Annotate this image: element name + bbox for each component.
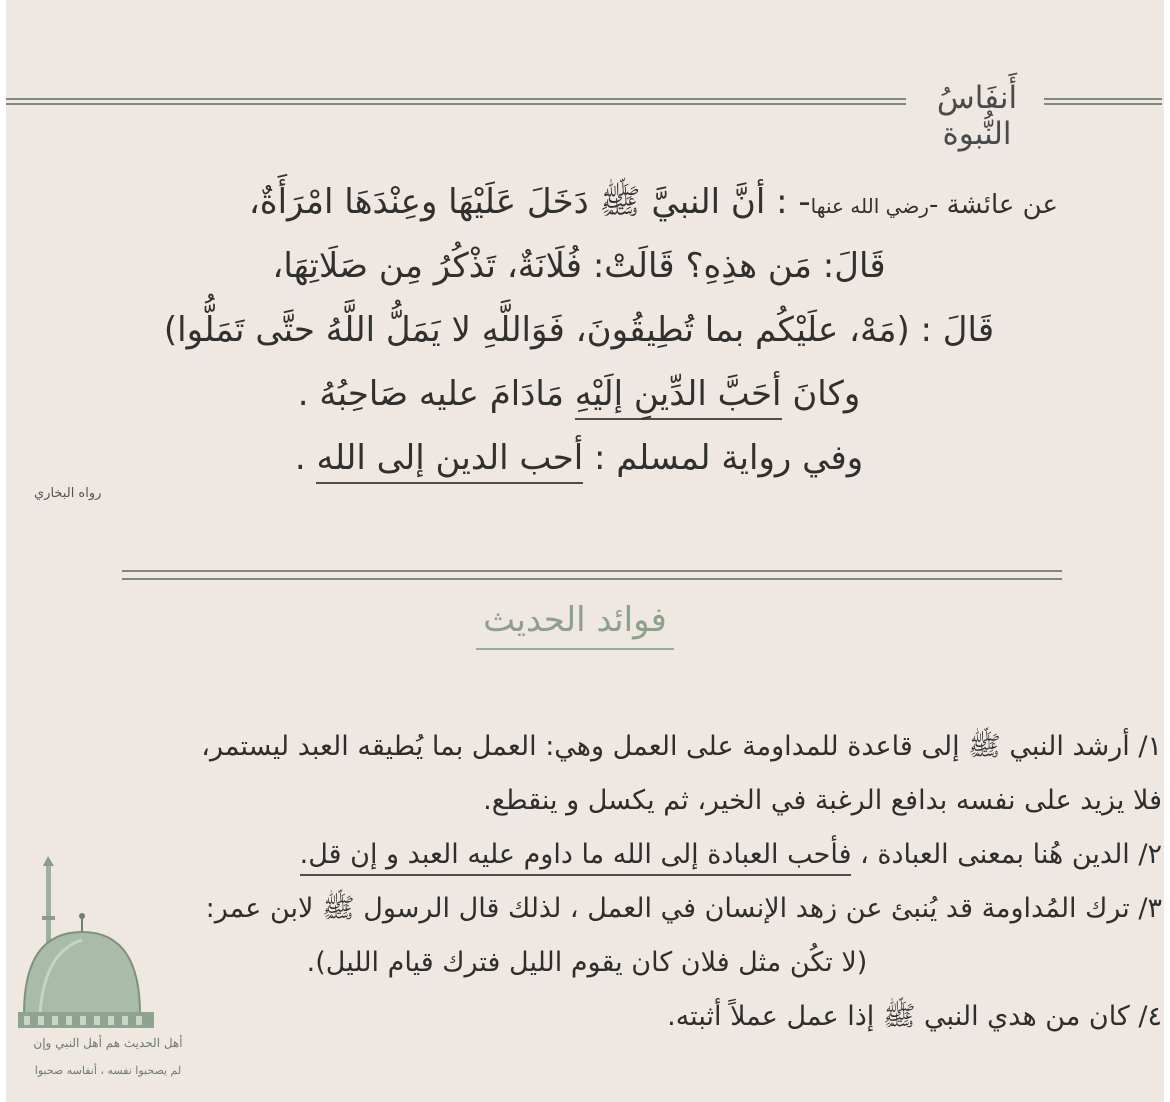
benefit-2-underlined: فأحب العبادة إلى الله ما داوم عليه العبد و إن قل. xyxy=(300,839,852,876)
header-rule-right xyxy=(1044,98,1162,105)
hadith-line-4 xyxy=(100,362,1058,426)
hadith-line-5-post: . xyxy=(294,438,306,478)
hadith-text xyxy=(100,170,1058,490)
header-rule-left xyxy=(6,98,906,105)
hadith-line-5 xyxy=(100,426,1058,490)
green-dome-mosque-icon xyxy=(10,856,210,1088)
section-divider xyxy=(122,570,1062,580)
frame-edge-right xyxy=(1164,0,1170,1102)
narrator-source: رواه البخاري xyxy=(34,486,102,501)
benefit-line: ٣/ ترك المُداومة قد يُنبئ عن زهد الإنسان في العمل ، لذلك قال الرسول ﷺ لابن عمر: xyxy=(205,893,1162,924)
hadith-line-4-pre: وكانَ xyxy=(792,374,861,414)
hadith-line-1 xyxy=(100,170,1058,234)
hadith-line-2: قَالَ: مَن هذِهِ؟ قَالَتْ: فُلَانَةٌ، تَذْكُرُ مِن صَلَاتِهَا، xyxy=(272,246,886,286)
brand-title: أَنفَاسُ النُّبوة xyxy=(936,80,1018,152)
benefits-title: فوائد الحديث xyxy=(476,600,674,650)
benefit-line: ١/ أرشد النبي ﷺ إلى قاعدة للمداومة على العمل وهي: العمل بما يُطيقه العبد ليستمر، xyxy=(201,731,1162,762)
hadith-honorific: رضي الله عنها xyxy=(810,194,929,218)
benefit-line: ٤/ كان من هدي النبي ﷺ إذا عمل عملاً أثبته. xyxy=(667,1001,1162,1032)
hadith-line-4-underlined: أحَبَّ الدِّينِ إلَيْهِ xyxy=(575,374,782,420)
hadith-narrator-intro: عن عائشة - xyxy=(928,190,1058,220)
hadith-line-5-underlined: أحب الدين إلى الله xyxy=(316,438,583,484)
watermark-line-1: أهل الحديث هم أهل النبي وإن xyxy=(33,1036,183,1050)
hadith-line-1-text: - : أنَّ النبيَّ ﷺ دَخَلَ عَلَيْهَا وعِنْدَهَا امْرَأَةٌ، xyxy=(248,182,811,222)
benefit-2-intro: ٢/ الدين هُنا بمعنى العبادة ، xyxy=(860,839,1162,870)
benefit-line: (لا تكُن مثل فلان كان يقوم الليل فترك قيام الليل). xyxy=(306,947,868,978)
hadith-line-5-pre: وفي رواية لمسلم : xyxy=(594,438,864,478)
frame-edge-left xyxy=(0,0,6,1102)
benefit-line: فلا يزيد على نفسه بدافع الرغبة في الخير، ثم يكسل و ينقطع. xyxy=(483,785,1162,816)
watermark-line-2: لم يصحبوا نفسه ، أنفاسه صحبوا xyxy=(34,1064,182,1077)
hadith-line-3: قَالَ : (مَهْ، علَيْكُم بما تُطِيقُونَ، فَوَاللَّهِ لا يَمَلُّ اللَّهُ حتَّى تَمَلُّوا) xyxy=(163,310,995,350)
hadith-line-4-post: مَادَامَ عليه صَاحِبُهُ . xyxy=(297,374,564,414)
